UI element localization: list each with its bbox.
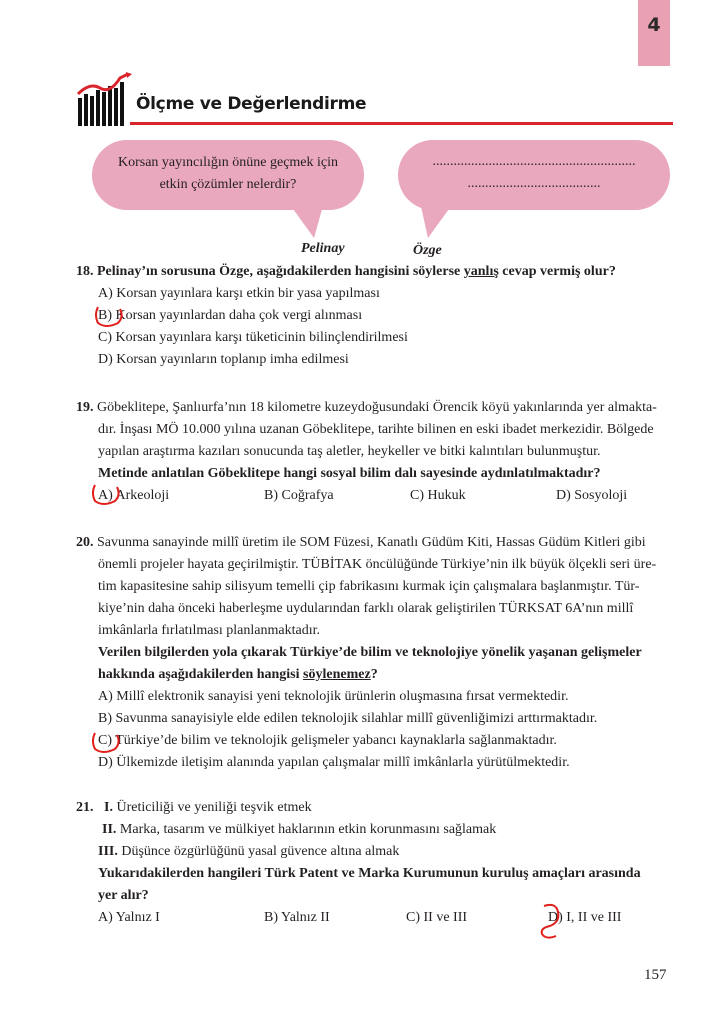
option-d[interactable]: D) Ülkemizde iletişim alanında yapılan çalışmalar millî imkânlarla yürütülmektedir. [98,755,570,770]
section-logo-icon [76,72,134,133]
passage-line: Göbeklitepe, Şanlıurfa’nın 18 kilometre kuzeydoğusundaki Örencik köyü yakınlarında yer almakta- [97,400,657,415]
question-stem: Yukarıdakilerden hangileri Türk Patent ve Marka Kurumunun kuruluş amaçları arasında [98,866,641,881]
chapter-number: 4 [647,14,661,36]
question-20 [76,532,672,774]
statement-text: Marka, tasarım ve mülkiyet haklarının etkin korunmasını sağlamak [119,822,497,837]
question-stem-part: hakkında aşağıdakilerden hangisi [98,667,304,682]
passage-line: imkânlarla fırlatılması planlanmaktadır. [98,623,320,638]
passage-line: kiye’nin daha önceki haberleşme uydularından farklı olarak geliştirilen TÜRKSAT 6A’nın millî [98,601,634,616]
option-c[interactable]: C) Korsan yayınlara karşı tüketicinin bilinçlendirilmesi [98,330,408,345]
question-stem: yer alır? [98,888,149,903]
answer-circle-mark [89,729,123,760]
passage-line: Savunma sanayinde millî üretim ile SOM Füzesi, Kanatlı Güdüm Kiti, Hassas Güdüm Kitleri gibi [97,535,646,550]
option-d[interactable]: D) Korsan yayınların toplanıp imha edilmesi [98,352,349,367]
option-b[interactable]: B) Coğrafya [264,488,334,503]
chapter-tab [638,0,670,66]
question-number: 20. [76,535,94,550]
option-c[interactable]: C) II ve III [406,910,468,925]
question-19 [76,397,672,509]
question-stem-part: ? [370,667,378,682]
passage-line: tim kapasitesine sahip silisyum temelli çip fabrikasını kurmak için çalışmalara başlanmıştır. Tür- [98,579,640,594]
question-stem-underlined: yanlış [463,264,499,279]
option-a[interactable]: A) Millî elektronik sanayisi yeni teknolojik ürünlerin oluşmasına fırsat vermektedir. [98,689,569,704]
statement-roman: I. [104,800,113,815]
option-a[interactable]: A) Korsan yayınlara karşı etkin bir yasa yapılması [98,286,380,301]
answer-circle-mark [536,900,566,947]
passage-line: dır. İnşası MÖ 10.000 yılına uzanan Göbeklitepe, tarihte bilinen en eski ibadet merkezidir. Bölgede [98,422,654,437]
question-number: 18. [76,264,94,279]
speaker-ozge: Özge [413,243,442,258]
question-stem-part: Pelinay’ın sorusuna Özge, aşağıdakilerden hangisini söylerse [97,264,464,279]
statement-roman: III. [98,844,118,859]
option-b[interactable]: B) Yalnız II [264,910,330,925]
option-c[interactable]: C) Türkiye’de bilim ve teknolojik gelişmeler yabancı kaynaklarla sağlanmaktadır. [98,733,557,748]
section-title: Ölçme ve Değerlendirme [136,94,367,114]
question-21 [76,797,672,931]
section-divider [130,122,673,125]
question-stem-part: cevap vermiş olur? [498,264,616,279]
page-number: 157 [644,967,667,983]
speaker-pelinay: Pelinay [301,241,345,256]
question-stem-underlined: söylenemez [303,667,371,682]
passage-line: önemli projeler hayata geçirilmiştir. TÜBİTAK öncülüğünde Türkiye’nin ilk büyük ölçekli seri üre- [98,557,657,572]
speech-bubble-right [398,140,670,240]
option-b[interactable]: B) Korsan yayınlardan daha çok vergi alınması [98,308,363,323]
answer-circle-mark [92,303,126,334]
question-stem: Metinde anlatılan Göbeklitepe hangi sosyal bilim dalı sayesinde aydınlatılmaktadır? [98,466,601,481]
bubble-right-dots2: ...................................... [467,176,601,191]
bubble-left-line1: Korsan yayıncılığın önüne geçmek için [117,155,339,170]
bubble-left-line2: etkin çözümler nelerdir? [159,177,297,192]
question-18 [76,261,676,371]
passage-line: yapılan araştırma kazıları sonucunda taş aletler, heykeller ve bitki kalıntıları bulunmuştur. [98,444,601,459]
statement-roman: II. [102,822,117,837]
option-a[interactable]: A) Yalnız I [98,910,160,925]
answer-circle-mark [89,481,123,512]
option-b[interactable]: B) Savunma sanayisiyle elde edilen teknolojik silahlar millî güvenliğimizi arttırmaktadır. [98,711,598,726]
option-a[interactable]: A) Arkeoloji [98,488,170,503]
statement-text: Üreticiliği ve yeniliği teşvik etmek [116,800,312,815]
question-stem: Verilen bilgilerden yola çıkarak Türkiye’de bilim ve teknolojiye yönelik yaşanan gelişmeler [98,645,642,660]
question-number: 19. [76,400,94,415]
option-d[interactable]: D) I, II ve III [548,910,622,925]
option-d[interactable]: D) Sosyoloji [556,488,628,503]
statement-text: Düşünce özgürlüğünü yasal güvence altına almak [121,844,400,859]
option-c[interactable]: C) Hukuk [410,488,466,503]
bubble-right-dots1: .......................................................... [432,154,636,169]
question-number: 21. [76,800,94,815]
speech-bubble-left [92,140,364,240]
